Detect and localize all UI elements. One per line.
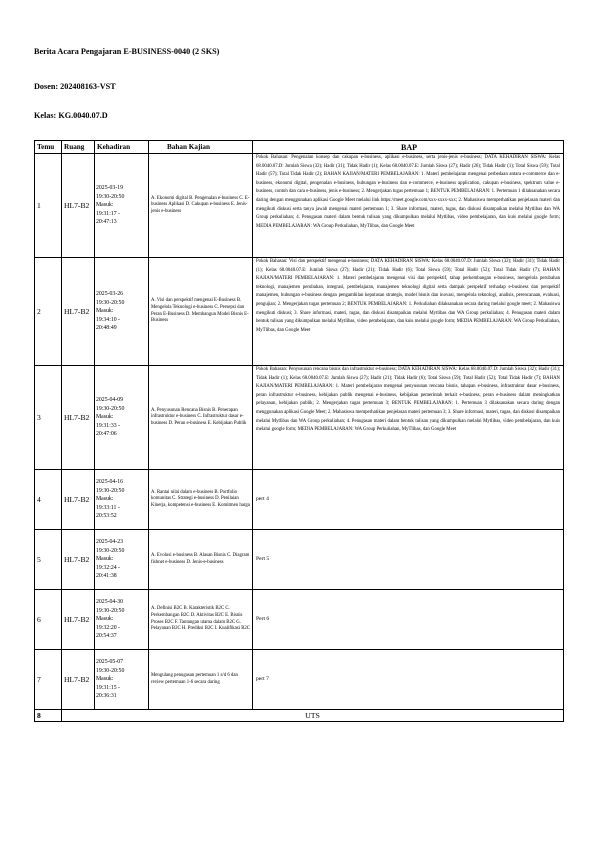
table-row [35, 366, 564, 470]
kehadiran-cell [95, 590, 149, 650]
bahan-kajian-cell: A. Ekonomi digital B. Pengenalan e-business C. E-business Aplikasi D. Cakupan e-business E. Jenis-jenis e-business [149, 154, 253, 258]
ruang-cell: HL7-B2 [62, 258, 95, 366]
bahan-kajian-cell: Mengulang penugasan pertemuan 1 s/d 6 dan review pertemuan 1-6 secara daring [149, 650, 253, 710]
temu-number: 4 [35, 470, 62, 530]
kehadiran-cell [95, 650, 149, 710]
ruang-cell: HL7-B2 [62, 650, 95, 710]
jam-keluar: 20:41:38 [96, 573, 117, 580]
jam-keluar: 20:47:06 [96, 431, 117, 438]
jam-keluar: 20:36:31 [96, 693, 117, 700]
bahan-kajian-cell: A. Definisi B2C B. Karakteristik B2C C. Perkembangan B2C D. Aktivitas B2C E. Bisnis Proses B2C F. Tantangan utama dalam B2C G. Pelayanan B2C H. Prediksi B2C I. Kualifikasi B2C [149, 590, 253, 650]
masuk-label: Masuk: [96, 616, 114, 623]
table-row [35, 258, 564, 366]
temu-number: 5 [35, 530, 62, 590]
col-header-bahan-kajian: Bahan Kajian [149, 141, 253, 154]
jam-masuk: 19:34:10 - [96, 316, 120, 323]
bap-table [34, 140, 564, 722]
kehadiran-cell [95, 470, 149, 530]
tanggal: 2025-04-16 [96, 479, 124, 486]
document-title: Berita Acara Pengajaran E-BUSINESS-0040 (2 SKS) [34, 47, 220, 56]
temu-number: 6 [35, 590, 62, 650]
bahan-kajian-cell: A. Evolusi e-business B. Alasan Bisnis C. Diagram fishnet e-business D. Jenis-e-business [149, 530, 253, 590]
col-header-ruang: Ruang [62, 141, 95, 154]
table-row [35, 470, 564, 530]
jam-masuk: 19:33:11 - [96, 504, 120, 511]
kehadiran-cell [95, 154, 149, 258]
tanggal: 2025-04-09 [96, 397, 124, 404]
uts-label: UTS [62, 710, 564, 722]
tanggal: 2025-03-19 [96, 185, 124, 192]
table-row [35, 590, 564, 650]
jam-masuk: 19:31:17 - [96, 210, 120, 217]
jam-masuk: 19:31:33 - [96, 422, 120, 429]
masuk-label: Masuk: [96, 556, 114, 563]
masuk-label: Masuk: [96, 202, 114, 209]
jam: 19:30-20:50 [96, 547, 125, 554]
temu-number: 8 [35, 710, 62, 722]
masuk-label: Masuk: [96, 414, 114, 421]
jam-masuk: 19:31:15 - [96, 684, 120, 691]
col-header-kehadiran: Kehadiran [95, 141, 149, 154]
ruang-cell: HL7-B2 [62, 366, 95, 470]
masuk-label: Masuk: [96, 676, 114, 683]
bap-cell: Pokok Bahasan: Penyusunan rencana bisnis dan infrastruktur e-business; DATA KEHADIRAN SISWA: Kelas 68.0040.07.D: Jumlah Siswa (32); Hadir (31); Tidak Hadir (1); Kelas 68.0040.07.E: Jumlah Siswa (27); Hadir (21); Tidak Hadir (6); Total Siswa (59); Total Hadir (52); Total Tidak Hadir (7); BAHAN KAJIAN/MATERI PEMBELAJARAN: 1. Materi pembelajaran mengenai penyusunan rencana bisnis, tahapan e-business, infrastruktur dasar e-business, peran infrastruktur e-business, kebijakan publik mengenai e-business, kebijakan pemerintah terkait e-business, peran e-business dalam meningkatkan pelayanan, kebijakan publik; 2. Mengerjakan tugas pertemuan 3; BENTUK PEMBELAJARAN: 1. Pertemuan 3 dilaksanakan secara daring dengan menggunakan aplikasi Google Meet; 2. Mahasiswa memperhatikan penjelasan materi pertemuan 3; 3. Share informasi, materi, tugas, dan diskusi disampaikan melalui Mytlibas dan WA Group perkuliahan; 4. Penugasan materi dalam bentuk tulisan yang dikumpulkan melalui Mytlibas, video pembelajaran, dan kuis melalui google form; MEDIA PEMBELAJARAN: WA Group Perkuliahan, MyTlibas, dan Google Meet [253, 366, 564, 470]
jam-keluar: 20:54:37 [96, 633, 117, 640]
kehadiran-cell [95, 530, 149, 590]
bap-cell: pert 4 [253, 470, 564, 530]
tanggal: 2025-05-07 [96, 659, 124, 666]
table-row [35, 650, 564, 710]
tanggal: 2025-04-23 [96, 539, 124, 546]
bap-cell: Pokok Bahasan: Pengenalan konsep dan cakupan e-business, aplikasi e-business, serta jenis-jenis e-business; DATA KEHADIRAN SISWA: Kelas 68.0040.07.D: Jumlah Siswa (32); Hadir (31); Tidak Hadir (1); Kelas 68.0040.07.E: Jumlah Siswa (27); Hadir (26); Tidak Hadir (1); Total Siswa (59); Total Hadir (57); Total Tidak Hadir (2); BAHAN KAJIAN/MATERI PEMBELAJARAN: 1. Materi pembelajaran mengenai perbedaan antara e-commerce dan e-business, ekonomi digital, pengenalan e-business, hubungan e-business dan e-commerce, e-business application, cakupan e-business, spektrum value e-business, contoh dan cara e-business, jenis e-business; 2. Mengerjakan tugas pertemuan 1; BENTUK PEMBELAJARAN: 1. Pertemuan 1 dilaksanakan secara daring dengan menggunakan aplikasi Google Meet melalui link https://meet.google.com/xxx-xxxx-xxx; 2. Mahasiswa memperhatikan penjelasan materi dan mengikuti diskusi serta tanya jawab mengenai materi pertemuan 1; 3. Share informasi, materi, tugas, dan diskusi disampaikan melalui Mytlibas dan WA Group perkuliahan; 4. Penugasan materi dalam bentuk tulisan yang dikumpulkan melalui Mytlibas, video pembelajaran, dan kuis melalui google form; MEDIA PEMBELAJARAN: WA Group Perkuliahan, MyTlibas, dan Google Meet [253, 154, 564, 258]
bap-cell: pert 7 [253, 650, 564, 710]
jam-keluar: 20:47:13 [96, 219, 117, 226]
ruang-cell: HL7-B2 [62, 154, 95, 258]
col-header-temu: Temu [35, 141, 62, 154]
kelas-label: Kelas: KG.0040.07.D [34, 111, 108, 120]
jam-masuk: 19:32:24 - [96, 564, 120, 571]
temu-number: 2 [35, 258, 62, 366]
dosen-label: Dosen: 202408163-VST [34, 82, 116, 91]
ruang-cell: HL7-B2 [62, 530, 95, 590]
jam-masuk: 19:32:20 - [96, 624, 120, 631]
temu-number: 7 [35, 650, 62, 710]
kehadiran-cell [95, 366, 149, 470]
bap-cell: Pert 6 [253, 590, 564, 650]
jam: 19:30-20:50 [96, 487, 125, 494]
masuk-label: Masuk: [96, 308, 114, 315]
bap-cell: Pert 5 [253, 530, 564, 590]
table-row [35, 154, 564, 258]
table-row [35, 530, 564, 590]
masuk-label: Masuk: [96, 496, 114, 503]
temu-number: 3 [35, 366, 62, 470]
tanggal: 2025-04-30 [96, 599, 124, 606]
bap-cell: Pokok Bahasan: Visi dan perspektif mengenai e-business; DATA KEHADIRAN SISWA: Kelas 68.0040.07.D: Jumlah Siswa (32); Hadir (31); Tidak Hadir (1); Kelas 68.0040.07.E: Jumlah Siswa (27); Hadir (21); Tidak Hadir (6); Total Siswa (59); Total Hadir (52); Total Tidak Hadir (7); BAHAN KAJIAN/MATERI PEMBELAJARAN: 1. Materi pembelajaran mengenai visi dan perspektif, tahap perkembangan e-business, mengelola perubahan teknologi, manajemen perubahan, integrasi, pembelajaran, manajemen teknologi digital serta dampak perspektif terhadap e-business dan perspektif manajemen, hubungan e-business dengan pengambilan keputusan strategis, model bisnis dan inovasi, mengelola teknologi, analisis, perencanaan, evaluasi, pengujian; 2. Mengerjakan tugas pertemuan 2; BENTUK PEMBELAJARAN: 1. Perkuliahan dilaksanakan secara daring melalui google meet; 2. Mahasiswa mengikuti diskusi; 3. Share informasi, materi, tugas, dan diskusi disampaikan melalui Mytlibas dan WA Group perkuliahan; 4. Penugasan materi dalam bentuk tulisan yang dikumpulkan melalui Mytlibas, video pembelajaran, dan kuis melalui google form; MEDIA PEMBELAJARAN: WA Group Perkuliahan, MyTlibas, dan Google Meet [253, 258, 564, 366]
bahan-kajian-cell: A. Rantai nilai dalam e-business B. Portfolio komunitas C. Strategi e-business D. Penilaian Kinerja, kompetensi e-business E. Komitmen harga [149, 470, 253, 530]
bahan-kajian-cell: A. Penyusunan Rencana Bisnis B. Penerapan infrastruktur e-business C. Infrastruktur dasar e-business D. Peran e-business E. Kebijakan Publik [149, 366, 253, 470]
jam-keluar: 20:48:49 [96, 325, 117, 332]
jam: 19:30-20:50 [96, 193, 125, 200]
table-header-row [35, 141, 564, 154]
jam: 19:30-20:50 [96, 607, 125, 614]
jam: 19:30-20:50 [96, 299, 125, 306]
tanggal: 2025-03-26 [96, 291, 124, 298]
kehadiran-cell [95, 258, 149, 366]
jam-keluar: 20:53:52 [96, 513, 117, 520]
jam: 19:30-20:50 [96, 667, 125, 674]
uts-row [35, 710, 564, 722]
ruang-cell: HL7-B2 [62, 470, 95, 530]
col-header-bap: BAP [253, 141, 564, 154]
jam: 19:30-20:50 [96, 405, 125, 412]
ruang-cell: HL7-B2 [62, 590, 95, 650]
bahan-kajian-cell: A. Visi dan perspektif mengenai E-Business B. Mengelola Teknologi e-business C. Persepsi dan Peran E-Business D. Membangun Model Bisnis E-Business [149, 258, 253, 366]
temu-number: 1 [35, 154, 62, 258]
